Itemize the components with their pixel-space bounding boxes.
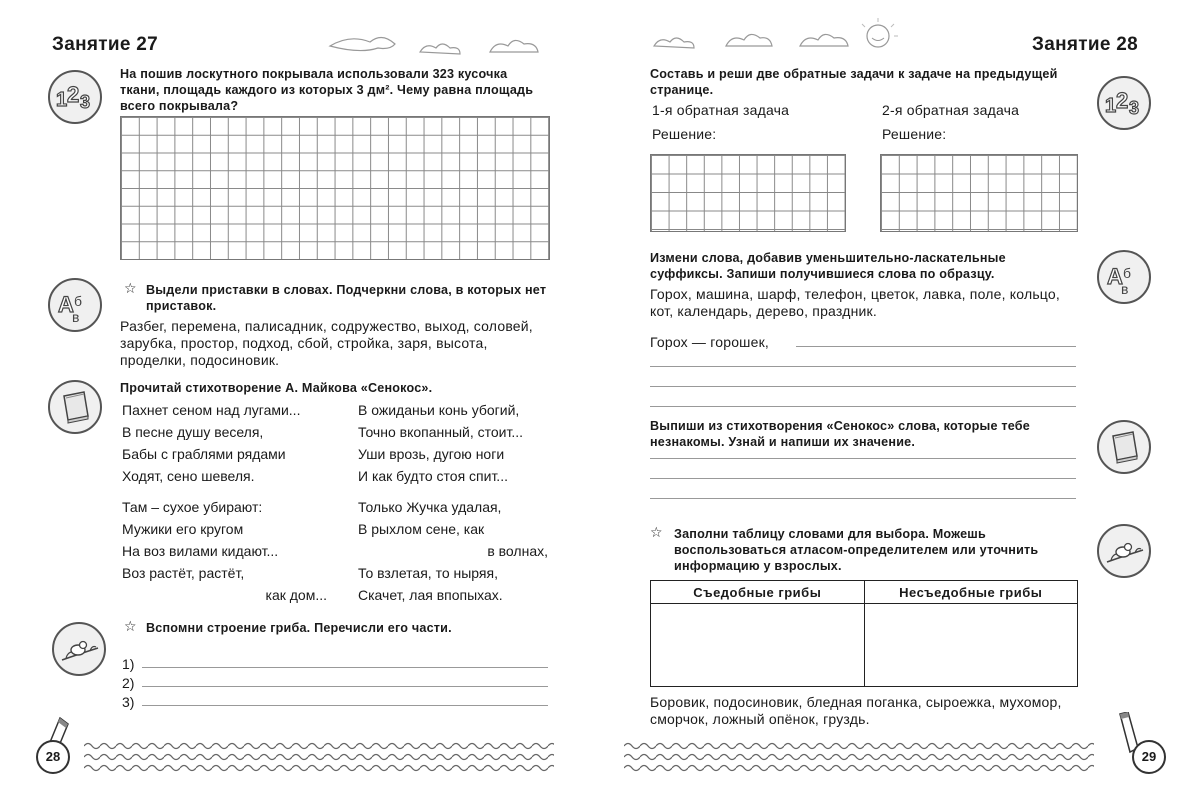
svg-text:б: б	[74, 293, 83, 309]
svg-text:2: 2	[1116, 88, 1129, 113]
wave-decoration	[84, 740, 554, 774]
poem-line: Там – сухое убирают:	[122, 499, 263, 515]
wave-decoration	[624, 740, 1094, 774]
svg-text:1: 1	[1105, 95, 1117, 117]
answer-line[interactable]	[650, 478, 1076, 479]
svg-text:в: в	[1121, 281, 1129, 297]
book-icon	[1097, 420, 1151, 474]
star-icon: ☆	[124, 280, 137, 296]
clouds-sun-illustration	[650, 14, 930, 58]
svg-text:б: б	[1123, 265, 1132, 281]
poem-line: Только Жучка удалая,	[358, 499, 502, 515]
poem-line: Ходят, сено шевеля.	[122, 468, 255, 484]
task-mushroom-table-title: Заполни таблицу словами для выбора. Можешь воспользоваться атласом-определителем или уточнить информацию у взрослых.	[674, 527, 1039, 573]
book-icon	[48, 380, 102, 434]
svg-text:А: А	[58, 292, 74, 317]
answer-line[interactable]	[142, 686, 548, 687]
poem-line: Скачет, лая впопыхах.	[358, 587, 503, 603]
inedible-cell[interactable]	[864, 604, 1078, 687]
task-prefixes-words: Разбег, перемена, палисадник, содружество, выход, соловей, зарубка, простор, подход, сбой, стройка, заря, высота, проделки, подосиновик.	[120, 318, 533, 368]
poem-line: То взлетая, то ныряя,	[358, 565, 498, 581]
poem-line: как дом...	[265, 587, 327, 603]
task-quilt-problem: На пошив лоскутного покрывала использовали 323 кусочка ткани, площадь каждого из которых 3 дм². Чему равна площадь всего покрывала?	[120, 67, 534, 113]
poem-line: В рыхлом сене, как	[358, 521, 485, 537]
poem-line: Мужики его кругом	[122, 521, 244, 537]
poem-line: Пахнет сеном над лугами...	[122, 402, 301, 418]
poem-stanza-2	[358, 399, 553, 487]
answer-line[interactable]	[650, 366, 1076, 367]
clouds-bird-illustration	[320, 28, 560, 58]
inedible-header: Несъедобные грибы	[864, 581, 1078, 604]
lesson-title: Занятие 28	[1032, 34, 1138, 55]
solution-label-1: Решение:	[652, 126, 717, 142]
answer-line[interactable]	[650, 386, 1076, 387]
svg-text:1: 1	[56, 89, 68, 111]
bird-on-branch-icon	[1097, 524, 1151, 578]
task-suffixes-title: Измени слова, добавив уменьшительно-ласкательные суффиксы. Запиши получившиеся слова по образцу.	[650, 251, 1006, 281]
inverse-problem-2-label: 2-я обратная задача	[882, 102, 1020, 118]
solution-label-2: Решение:	[882, 126, 947, 142]
inverse-problem-1-label: 1-я обратная задача	[652, 102, 790, 118]
svg-text:3: 3	[1129, 98, 1140, 118]
right-page	[600, 0, 1200, 809]
letters-abv-icon	[48, 278, 102, 332]
task-suffixes-words: Горох, машина, шарф, телефон, цветок, лавка, поле, кольцо, кот, календарь, дерево, праздник.	[650, 286, 1060, 319]
mushroom-table	[650, 580, 1078, 687]
poem-stanza-4	[358, 496, 548, 606]
list-number: 1)	[122, 656, 135, 672]
edible-header: Съедобные грибы	[651, 581, 865, 604]
poem-line: Точно вкопанный, стоит...	[358, 424, 524, 440]
numbers-123-icon	[48, 70, 102, 124]
list-number: 3)	[122, 694, 135, 710]
poem-line: Уши врозь, дугою ноги	[358, 446, 505, 462]
poem-line: И как будто стоя спит...	[358, 468, 508, 484]
answer-line[interactable]	[142, 667, 548, 668]
math-grid[interactable]	[120, 116, 550, 260]
page-number: 29	[1132, 740, 1166, 774]
answer-line[interactable]	[650, 406, 1076, 407]
edible-cell[interactable]	[651, 604, 865, 687]
answer-line[interactable]	[796, 346, 1076, 347]
poem-line: В песне душу веселя,	[122, 424, 264, 440]
poem-line: На воз вилами кидают...	[122, 543, 279, 559]
poem-stanza-1	[122, 399, 337, 487]
solution-grid-1[interactable]	[650, 154, 846, 232]
page-number: 28	[36, 740, 70, 774]
star-icon: ☆	[650, 524, 663, 540]
mushroom-word-list: Боровик, подосиновик, бледная поганка, сыроежка, мухомор, сморчок, ложный опёнок, груздь.	[650, 694, 1062, 727]
letters-abv-icon	[1097, 250, 1151, 304]
svg-text:2: 2	[67, 82, 80, 107]
task-mushroom-parts-title: Вспомни строение гриба. Перечисли его части.	[146, 621, 452, 635]
numbers-123-icon	[1097, 76, 1151, 130]
solution-grid-2[interactable]	[880, 154, 1078, 232]
bird-on-branch-icon	[52, 622, 106, 676]
task-unknown-words-title: Выпиши из стихотворения «Сенокос» слова, которые тебе незнакомы. Узнай и напиши их значение.	[650, 419, 1030, 449]
poem-stanza-3	[122, 496, 327, 606]
answer-line[interactable]	[142, 705, 548, 706]
poem-line: В ожиданьи конь убогий,	[358, 402, 520, 418]
poem-line: в волнах,	[487, 543, 548, 559]
poem-line: Бабы с граблями рядами	[122, 446, 286, 462]
svg-text:3: 3	[80, 92, 91, 112]
answer-line[interactable]	[650, 458, 1076, 459]
star-icon: ☆	[124, 618, 137, 634]
suffix-example: Горох — горошек,	[650, 334, 770, 350]
poem-line: Воз растёт, растёт,	[122, 565, 245, 581]
task-inverse-problems-title: Составь и реши две обратные задачи к задаче на предыдущей странице.	[650, 67, 1058, 97]
lesson-title: Занятие 27	[52, 34, 158, 55]
answer-line[interactable]	[650, 498, 1076, 499]
task-poem-title: Прочитай стихотворение А. Майкова «Сенокос».	[120, 381, 433, 395]
list-number: 2)	[122, 675, 135, 691]
task-prefixes-title: Выдели приставки в словах. Подчеркни слова, в которых нет приставок.	[146, 283, 547, 313]
svg-text:в: в	[72, 309, 80, 325]
svg-text:А: А	[1107, 264, 1123, 289]
